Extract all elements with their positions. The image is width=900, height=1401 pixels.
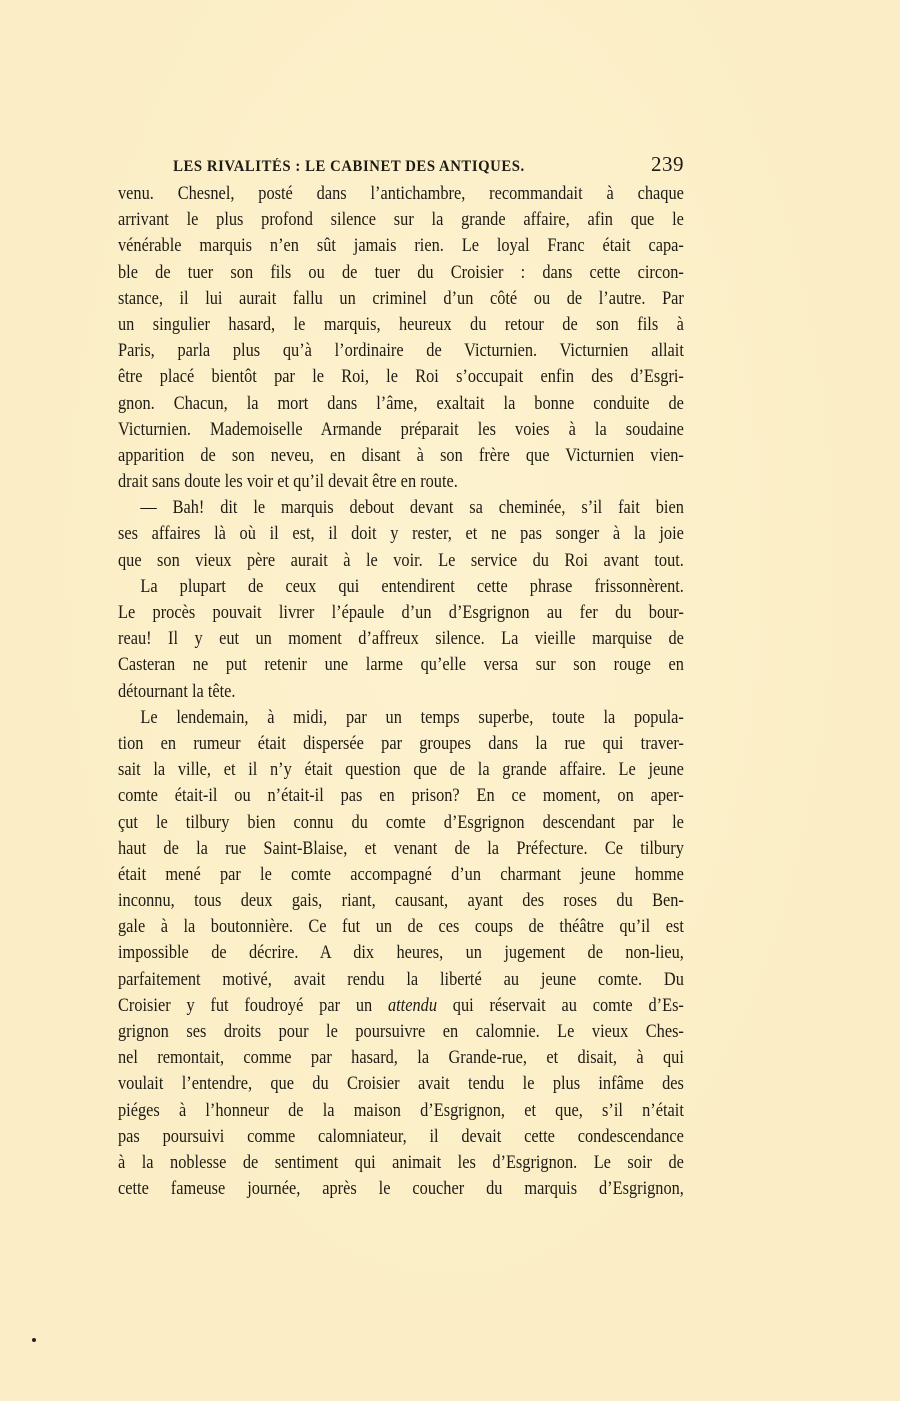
text-line: Paris, parla plus qu’à l’ordinaire de Victurnien. Victurnien allait <box>118 340 684 362</box>
text-segment: qui réservait au comte d’Es- <box>436 994 684 1016</box>
text-line: nel remontait, comme par hasard, la Grande-rue, et disait, à qui <box>118 1047 684 1069</box>
text-line: cette fameuse journée, après le coucher du marquis d’Esgrignon, <box>118 1178 684 1200</box>
italic-term: attendu <box>387 994 437 1016</box>
text-line: comte était-il ou n’était-il pas en prison? En ce moment, on aper- <box>118 785 684 807</box>
text-line: çut le tilbury bien connu du comte d’Esgrignon descendant par le <box>118 811 684 833</box>
text-line: Le procès pouvait livrer l’épaule d’un d’Esgrignon au fer du bour- <box>118 602 684 623</box>
running-head <box>118 152 684 177</box>
text-line: Casteran ne put retenir une larme qu’elle versa sur son rouge en <box>118 654 684 676</box>
text-line: sait la ville, et il n’y était question que de la grande affaire. Le jeune <box>118 759 684 781</box>
text-line: reau! Il y eut un moment d’affreux silence. La vieille marquise de <box>118 628 684 650</box>
text-line: grignon ses droits pour le poursuivre en calomnie. Le vieux Ches- <box>118 1021 684 1042</box>
text-line: ses affaires là où il est, il doit y rester, et ne pas songer à la joie <box>118 523 684 545</box>
text-line: La plupart de ceux qui entendirent cette phrase frissonnèrent. <box>140 575 684 597</box>
text-line <box>118 993 684 1019</box>
text-line: gnon. Chacun, la mort dans l’âme, exaltait la bonne conduite de <box>118 392 684 414</box>
text-line: un singulier hasard, le marquis, heureux du retour de son fils à <box>118 313 684 335</box>
page-number: 239 <box>651 152 684 176</box>
text-line: Le lendemain, à midi, par un temps superbe, toute la popula- <box>140 706 684 728</box>
text-line: tion en rumeur était dispersée par groupes dans la rue qui traver- <box>118 732 684 754</box>
text-line: à la noblesse de sentiment qui animait les d’Esgrignon. Le soir de <box>118 1151 684 1173</box>
text-line: Victurnien. Mademoiselle Armande préparait les voies à la soudaine <box>118 418 684 440</box>
text-line: stance, il lui aurait fallu un criminel d’un côté ou de l’autre. Par <box>118 287 684 309</box>
text-line: ble de tuer son fils ou de tuer du Croisier : dans cette circon- <box>118 261 684 283</box>
body-text <box>118 181 684 1202</box>
text-line: impossible de décrire. A dix heures, un jugement de non-lieu, <box>118 942 684 964</box>
text-line: venu. Chesnel, posté dans l’antichambre, recommandait à chaque <box>118 183 684 204</box>
text-line: inconnu, tous deux gais, riant, causant, ayant des roses du Ben- <box>118 890 684 912</box>
text-line: vénérable marquis n’en sût jamais rien. Le loyal Franc était capa- <box>118 235 684 257</box>
text-segment: Croisier y fut foudroyé par un <box>118 994 388 1016</box>
running-head-title: LES RIVALITÉS : LE CABINET DES ANTIQUES. <box>173 158 525 175</box>
text-line: piéges à l’honneur de la maison d’Esgrignon, et que, s’il n’était <box>118 1099 684 1121</box>
text-line: voulait l’entendre, que du Croisier avait tendu le plus infâme des <box>118 1073 684 1095</box>
text-line: était mené par le comte accompagné d’un charmant jeune homme <box>118 863 684 885</box>
text-line: gale à la boutonnière. Ce fut un de ces coups de théâtre qu’il est <box>118 916 684 938</box>
text-line: — Bah! dit le marquis debout devant sa cheminée, s’il fait bien <box>140 497 684 519</box>
text-line: que son vieux père aurait à le voir. Le service du Roi avant tout. <box>118 549 684 571</box>
text-line: apparition de son neveu, en disant à son frère que Victurnien vien- <box>118 444 684 466</box>
text-line: parfaitement motivé, avait rendu la liberté au jeune comte. Du <box>118 968 684 990</box>
text-line: arrivant le plus profond silence sur la grande affaire, afin que le <box>118 209 684 231</box>
text-line: haut de la rue Saint-Blaise, et venant de la Préfecture. Ce tilbury <box>118 837 684 859</box>
text-line: être placé bientôt par le Roi, le Roi s’occupait enfin des d’Esgri- <box>118 366 684 388</box>
text-line: pas poursuivi comme calomniateur, il devait cette condescendance <box>118 1125 684 1147</box>
scan-speck <box>32 1338 36 1342</box>
text-line: détournant la tête. <box>118 680 236 702</box>
text-line: drait sans doute les voir et qu’il devait être en route. <box>118 471 458 493</box>
